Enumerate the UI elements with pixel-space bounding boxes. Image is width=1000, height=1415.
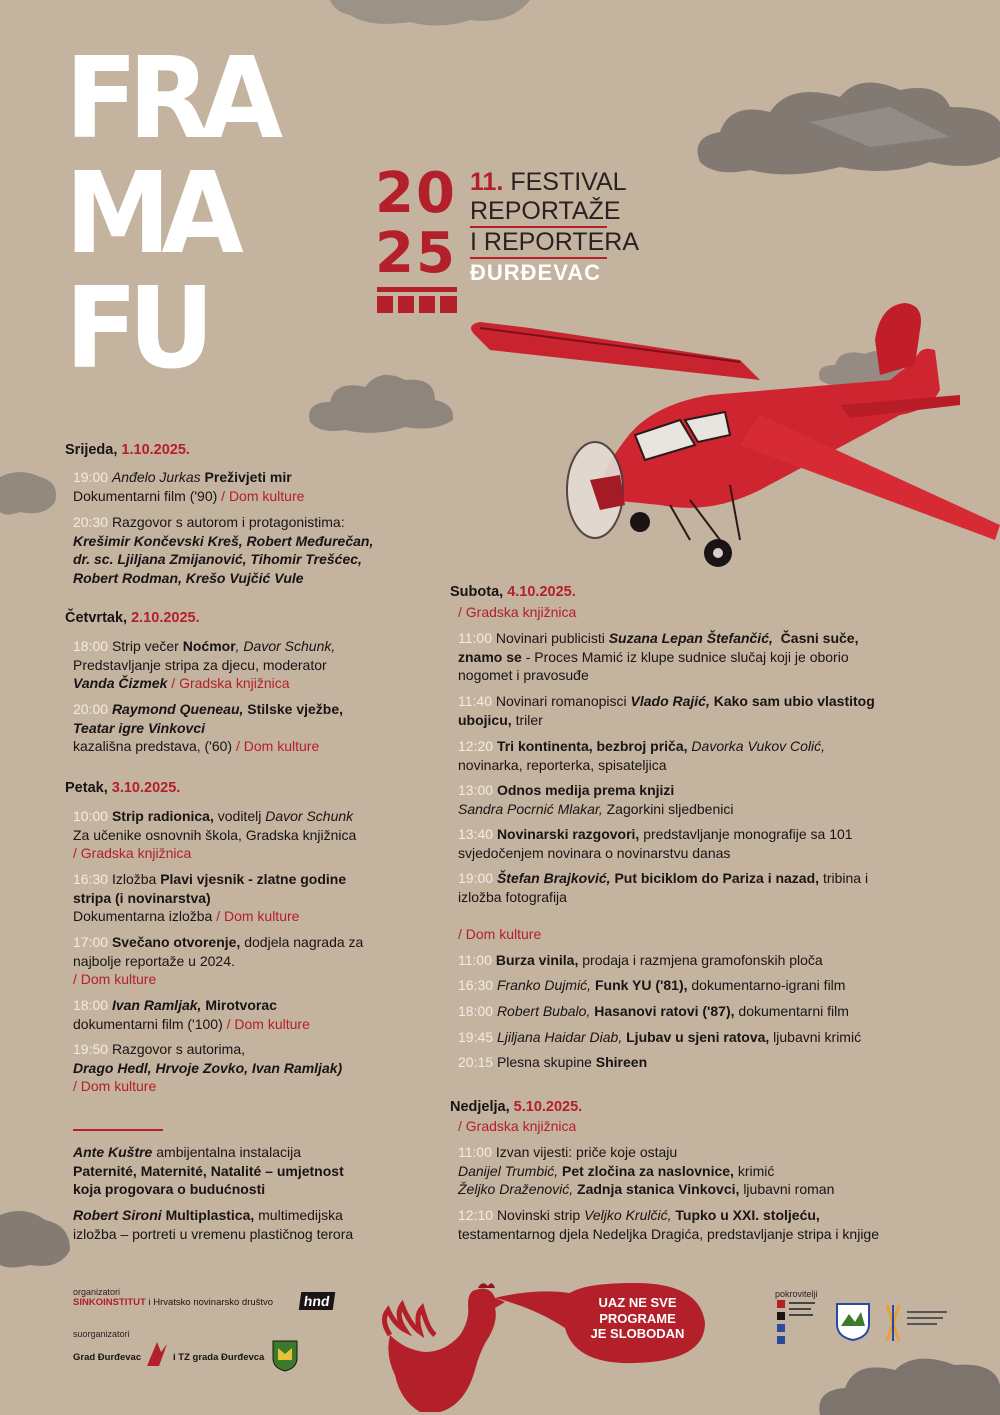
event-fri-3: 17:00 Svečano otvorenje, dodjela nagrada za najbolje reportaže u 2024. / Dom kulture <box>73 934 364 987</box>
location-saturday-library: / Gradska knjižnica <box>458 604 577 620</box>
event-thu-2: 20:00 Raymond Queneau, Stilske vježbe, Teatar igre Vinkovci kazališna predstava, ('60) / Dom kulture <box>73 701 344 754</box>
year-top: 20 <box>375 161 457 226</box>
event-sat-3: 12:20 Tri kontinenta, bezbroj priča, Davorka Vukov Colić, novinarka, reporterka, spisateljica <box>458 738 825 773</box>
event-sun-2: 12:10 Novinski strip Veljko Krulčić, Tupko u XXI. stoljeću, testamentarnog djela Nedeljka Dragića, predstavljanje stripa i knjige <box>458 1207 880 1242</box>
event-wed-1: 19:00 Anđelo Jurkas Preživjeti mir Dokumentarni film ('90) / Dom kulture <box>73 469 305 504</box>
bar-mark <box>377 287 457 313</box>
organizers-line: SINKOINSTITUT i Hrvatsko novinarsko društvo <box>73 1297 274 1308</box>
event-sat-4: 13:00 Odnos medija prema knjizi Sandra Pocrnić Mlakar, Zagorkini sljedbenici <box>458 782 734 817</box>
event-sat-9: 18:00 Robert Bubalo, Hasanovi ratovi ('87), dokumentarni film <box>458 1003 849 1019</box>
title-fra: FRA <box>65 34 274 164</box>
event-sat-11: 20:15 Plesna skupine Shireen <box>458 1054 648 1070</box>
day-heading-sunday: Nedjelja, 5.10.2025. <box>450 1099 583 1115</box>
cloud-illustration-middle <box>305 362 455 442</box>
hnd-logo: hnd <box>299 1292 335 1310</box>
co-organizers-label: suorganizatori <box>73 1329 130 1339</box>
event-sun-1: 11:00 Izvan vijesti: priče koje ostaju Danijel Trumbić, Pet zločina za naslovnice, krimić Željko Draženović, Zadnja stanica Vinkovci, ljubavni roman <box>458 1144 835 1197</box>
festival-city: ĐURĐEVAC <box>470 260 602 285</box>
organizers-label: organizatori <box>73 1287 121 1297</box>
sponsors-label: pokrovitelji <box>775 1289 818 1299</box>
installation-2: Robert Sironi Multiplastica, multimedijska izložba – portreti u vremenu plastičnog terora <box>73 1207 354 1242</box>
location-saturday-dom-kulture: / Dom kulture <box>458 926 542 942</box>
installation-1: Ante Kuštre ambijentalna instalacija Paternité, Maternité, Natalité – umjetnost koja progovara o budućnosti <box>73 1144 344 1197</box>
coat-of-arms-icon <box>272 1340 298 1372</box>
festival-line2: REPORTAŽE <box>470 197 621 225</box>
airplane-illustration <box>460 300 1000 590</box>
event-sat-1: 11:00 Novinari publicisti Suzana Lepan Štefančić, Časni suče, znamo se - Proces Mamić iz klupe sudnice slučaj koji je oborio nogomet i pravosuđe <box>458 630 859 683</box>
event-fri-1: 10:00 Strip radionica, voditelj Davor Schunk Za učenike osnovnih škola, Gradska knjižnica / Gradska knjižnica <box>73 808 357 861</box>
agency-logo-icon <box>885 1303 955 1343</box>
cloud-illustration-right-top <box>690 62 1000 182</box>
location-sunday-library: / Gradska knjižnica <box>458 1118 577 1134</box>
event-sat-6: 19:00 Štefan Brajković, Put biciklom do Pariza i nazad, tribina i izložba fotografija <box>458 870 869 905</box>
ministry-logo-icon <box>777 1300 817 1345</box>
cloud-illustration-left <box>0 462 60 522</box>
co-organizer-tz: i TZ grada Đurđevca <box>173 1352 265 1363</box>
event-fri-4: 18:00 Ivan Ramljak, Mirotvorac dokumentarni film ('100) / Dom kulture <box>73 997 310 1032</box>
day-heading-wednesday: Srijeda, 1.10.2025. <box>65 442 190 458</box>
event-sat-5: 13:40 Novinarski razgovori, predstavljanje monografije sa 101 svjedočenjem novinara o novinarstvu danas <box>458 826 853 861</box>
event-sat-7: 11:00 Burza vinila, prodaja i razmjena gramofonskih ploča <box>458 952 823 968</box>
speech-bubble-text: UAZ NE SVE PROGRAME JE SLOBODAN <box>590 1295 685 1341</box>
festival-line3: I REPORTERA <box>470 228 640 256</box>
festival-line1: 11. FESTIVAL <box>470 168 627 196</box>
divider <box>73 1129 163 1131</box>
event-sat-2: 11:40 Novinari romanopisci Vlado Rajić, Kako sam ubio vlastitog ubojicu, triler <box>458 693 875 728</box>
cloud-illustration-bottom-right <box>815 1350 1000 1415</box>
cloud-illustration-top <box>330 0 530 30</box>
day-heading-friday: Petak, 3.10.2025. <box>65 780 181 796</box>
cloud-illustration-bottom-left <box>0 1205 75 1275</box>
event-fri-5: 19:50 Razgovor s autorima, Drago Hedl, Hrvoje Zovko, Ivan Ramljak) / Dom kulture <box>73 1041 343 1094</box>
title-ma: MA <box>65 149 235 279</box>
day-heading-thursday: Četvrtak, 2.10.2025. <box>65 610 200 626</box>
event-sat-10: 19:45 Ljiljana Haidar Diab, Ljubav u sjeni ratova, ljubavni krimić <box>458 1029 862 1045</box>
event-thu-1: 18:00 Strip večer Noćmor, Davor Schunk, Predstavljanje stripa za djecu, moderator Vanda Čizmek / Gradska knjižnica <box>73 638 336 691</box>
day-heading-saturday: Subota, 4.10.2025. <box>450 584 576 600</box>
county-coat-of-arms-icon <box>835 1302 871 1342</box>
title-fu: FU <box>65 264 206 394</box>
year-bottom: 25 <box>375 221 457 286</box>
event-fri-2: 16:30 Izložba Plavi vjesnik - zlatne godine stripa (i novinarstva) Dokumentarna izložba / Dom kulture <box>73 871 347 924</box>
event-wed-2: 20:30 Razgovor s autorom i protagonistima: Krešimir Končevski Kreš, Robert Međurečan, dr. sc. Ljiljana Zmijanović, Tihomir Trešćec, Robert Rodman, Krešo Vujčić Vule <box>73 514 374 586</box>
event-sat-8: 16:30 Franko Dujmić, Funk YU ('81), dokumentarno-igrani film <box>458 977 846 993</box>
co-organizer-city: Grad Đurđevac <box>73 1352 142 1363</box>
city-logo-icon <box>143 1338 171 1368</box>
